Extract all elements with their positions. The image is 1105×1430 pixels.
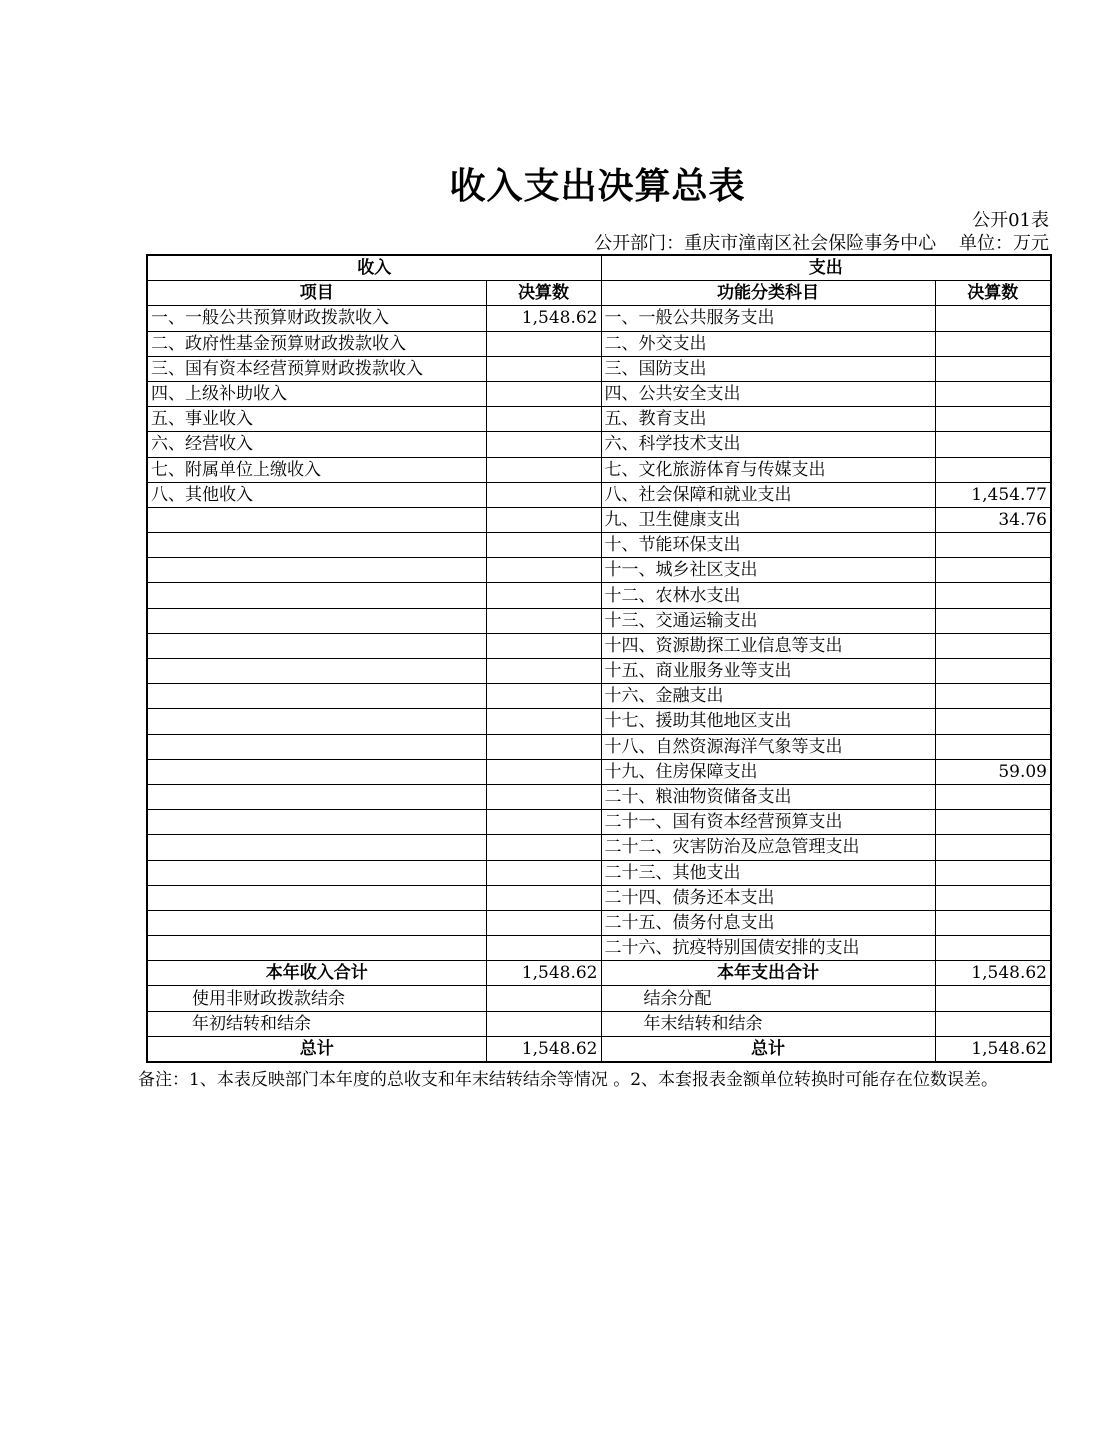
table-row — [147, 709, 1051, 734]
expense-item-cell: 九、卫生健康支出 — [601, 507, 935, 532]
income-item-cell: 五、事业收入 — [147, 407, 486, 432]
table-row — [147, 306, 1051, 331]
income-item-cell — [147, 835, 486, 860]
expense-amount-cell: 34.76 — [935, 507, 1051, 532]
expense-item-cell: 六、科学技术支出 — [601, 432, 935, 457]
expense-item-cell: 七、文化旅游体育与传媒支出 — [601, 457, 935, 482]
income-amount-cell — [486, 885, 601, 910]
budget-summary-table — [146, 254, 1052, 1063]
expense-amount-cell — [935, 885, 1051, 910]
expense-amount-cell — [935, 583, 1051, 608]
expense-item-cell: 五、教育支出 — [601, 407, 935, 432]
expense-item-cell: 二十六、抗疫特别国债安排的支出 — [601, 936, 935, 961]
item-header: 项目 — [147, 281, 486, 306]
income-amount-cell — [486, 684, 601, 709]
expense-amount-cell — [935, 407, 1051, 432]
expense-amount-cell — [935, 810, 1051, 835]
expense-amount-cell — [935, 432, 1051, 457]
grand-income-amount: 1,548.62 — [486, 1036, 601, 1062]
expense-amount-cell: 59.09 — [935, 759, 1051, 784]
income-amount-cell — [486, 331, 601, 356]
expense-item-cell: 四、公共安全支出 — [601, 381, 935, 406]
non-fiscal-amount — [486, 986, 601, 1011]
table-row — [147, 356, 1051, 381]
income-amount-cell — [486, 810, 601, 835]
year-expense-label: 本年支出合计 — [601, 961, 935, 986]
income-amount-cell — [486, 910, 601, 935]
column-header-row — [147, 281, 1051, 306]
expense-amount-cell — [935, 659, 1051, 684]
expense-amount-cell — [935, 306, 1051, 331]
expense-item-cell: 十四、资源勘探工业信息等支出 — [601, 633, 935, 658]
income-amount-cell — [486, 633, 601, 658]
income-item-cell — [147, 709, 486, 734]
table-row — [147, 583, 1051, 608]
category-header: 功能分类科目 — [601, 281, 935, 306]
expense-item-cell: 十九、住房保障支出 — [601, 759, 935, 784]
expense-item-cell: 二十五、债务付息支出 — [601, 910, 935, 935]
carry-row — [147, 1011, 1051, 1036]
begin-carry-amount — [486, 1011, 601, 1036]
non-fiscal-label: 使用非财政拨款结余 — [147, 986, 486, 1011]
income-item-cell — [147, 910, 486, 935]
table-row — [147, 457, 1051, 482]
table-row — [147, 482, 1051, 507]
income-amount-cell — [486, 709, 601, 734]
income-item-cell — [147, 507, 486, 532]
grand-total-row — [147, 1036, 1051, 1062]
income-item-cell: 三、国有资本经营预算财政拨款收入 — [147, 356, 486, 381]
income-amount-cell: 1,548.62 — [486, 306, 601, 331]
table-row — [147, 885, 1051, 910]
table-row — [147, 507, 1051, 532]
begin-carry-label: 年初结转和结余 — [147, 1011, 486, 1036]
expense-amount-cell — [935, 709, 1051, 734]
income-amount-cell — [486, 759, 601, 784]
expense-item-cell: 三、国防支出 — [601, 356, 935, 381]
expense-item-cell: 二十、粮油物资储备支出 — [601, 784, 935, 809]
year-expense-amount: 1,548.62 — [935, 961, 1051, 986]
income-amount-cell — [486, 533, 601, 558]
income-item-cell: 二、政府性基金预算财政拨款收入 — [147, 331, 486, 356]
expense-item-cell: 二、外交支出 — [601, 331, 935, 356]
income-item-cell — [147, 784, 486, 809]
income-amount-cell — [486, 381, 601, 406]
income-amount-cell — [486, 407, 601, 432]
income-item-cell: 八、其他收入 — [147, 482, 486, 507]
table-row — [147, 835, 1051, 860]
table-row — [147, 910, 1051, 935]
expense-amount-cell: 1,454.77 — [935, 482, 1051, 507]
expense-item-cell: 二十四、债务还本支出 — [601, 885, 935, 910]
income-item-cell — [147, 659, 486, 684]
expense-item-cell: 二十二、灾害防治及应急管理支出 — [601, 835, 935, 860]
grand-expense-label: 总计 — [601, 1036, 935, 1062]
non-fiscal-row — [147, 986, 1051, 1011]
income-amount-cell — [486, 860, 601, 885]
table-row — [147, 684, 1051, 709]
expense-amount-cell — [935, 784, 1051, 809]
income-item-cell — [147, 885, 486, 910]
expense-amount-cell — [935, 910, 1051, 935]
income-amount-cell — [486, 432, 601, 457]
income-amount-cell — [486, 784, 601, 809]
expense-item-cell: 十、节能环保支出 — [601, 533, 935, 558]
income-item-cell: 一、一般公共预算财政拨款收入 — [147, 306, 486, 331]
grand-expense-amount: 1,548.62 — [935, 1036, 1051, 1062]
year-total-row — [147, 961, 1051, 986]
expense-amount-cell — [935, 860, 1051, 885]
expense-amount-cell — [935, 533, 1051, 558]
expense-item-cell: 八、社会保障和就业支出 — [601, 482, 935, 507]
income-item-cell — [147, 633, 486, 658]
expense-item-cell: 十六、金融支出 — [601, 684, 935, 709]
expense-amount-cell — [935, 356, 1051, 381]
expense-item-cell: 十七、援助其他地区支出 — [601, 709, 935, 734]
section-header-row — [147, 255, 1051, 281]
expense-amount-cell — [935, 608, 1051, 633]
table-row — [147, 407, 1051, 432]
department-line — [594, 229, 1049, 255]
income-amount-cell — [486, 482, 601, 507]
table-row — [147, 331, 1051, 356]
table-row — [147, 936, 1051, 961]
income-amount-cell — [486, 558, 601, 583]
table-row — [147, 633, 1051, 658]
end-carry-label: 年末结转和结余 — [601, 1011, 935, 1036]
unit-label: 单位：万元 — [959, 233, 1049, 254]
expense-item-cell: 十八、自然资源海洋气象等支出 — [601, 734, 935, 759]
income-amount-cell — [486, 659, 601, 684]
income-item-cell — [147, 759, 486, 784]
expense-amount-cell — [935, 457, 1051, 482]
end-carry-amount — [935, 1011, 1051, 1036]
income-item-cell — [147, 558, 486, 583]
income-item-cell — [147, 608, 486, 633]
expense-item-cell: 十二、农林水支出 — [601, 583, 935, 608]
surplus-dist-amount — [935, 986, 1051, 1011]
table-row — [147, 659, 1051, 684]
income-item-cell — [147, 734, 486, 759]
expense-item-cell: 十三、交通运输支出 — [601, 608, 935, 633]
income-amount-cell — [486, 457, 601, 482]
table-row — [147, 784, 1051, 809]
amount-header: 决算数 — [486, 281, 601, 306]
expense-item-cell: 十五、商业服务业等支出 — [601, 659, 935, 684]
income-item-cell — [147, 810, 486, 835]
table-row — [147, 860, 1051, 885]
income-amount-cell — [486, 583, 601, 608]
footnote: 备注：1、本表反映部门本年度的总收支和年末结转结余等情况 。2、本套报表金额单位转换时可能存在位数误差。 — [138, 1070, 999, 1090]
income-item-cell — [147, 583, 486, 608]
expense-item-cell: 二十一、国有资本经营预算支出 — [601, 810, 935, 835]
table-row — [147, 558, 1051, 583]
table-row — [147, 608, 1051, 633]
income-item-cell — [147, 936, 486, 961]
income-amount-cell — [486, 356, 601, 381]
expense-amount-cell — [935, 936, 1051, 961]
expense-item-cell: 一、一般公共服务支出 — [601, 306, 935, 331]
income-amount-cell — [486, 507, 601, 532]
income-item-cell — [147, 533, 486, 558]
income-item-cell: 四、上级补助收入 — [147, 381, 486, 406]
table-code: 公开01表 — [972, 210, 1049, 231]
table-row — [147, 810, 1051, 835]
expense-section-header: 支出 — [601, 255, 1051, 281]
table-row — [147, 734, 1051, 759]
department-name: 公开部门：重庆市潼南区社会保险事务中心 — [594, 233, 937, 254]
totals-body — [147, 961, 1051, 1062]
income-amount-cell — [486, 936, 601, 961]
expense-amount-cell — [935, 381, 1051, 406]
surplus-dist-label: 结余分配 — [601, 986, 935, 1011]
year-income-amount: 1,548.62 — [486, 961, 601, 986]
expense-amount-cell — [935, 558, 1051, 583]
table-row — [147, 432, 1051, 457]
income-amount-cell — [486, 608, 601, 633]
table-row — [147, 533, 1051, 558]
income-amount-cell — [486, 835, 601, 860]
year-income-label: 本年收入合计 — [147, 961, 486, 986]
income-item-cell: 七、附属单位上缴收入 — [147, 457, 486, 482]
expense-amount-cell — [935, 633, 1051, 658]
income-section-header: 收入 — [147, 255, 601, 281]
income-item-cell: 六、经营收入 — [147, 432, 486, 457]
expense-amount-cell — [935, 331, 1051, 356]
table-row — [147, 759, 1051, 784]
expense-item-cell: 二十三、其他支出 — [601, 860, 935, 885]
income-item-cell — [147, 684, 486, 709]
expense-amount-cell — [935, 734, 1051, 759]
expense-item-cell: 十一、城乡社区支出 — [601, 558, 935, 583]
income-amount-cell — [486, 734, 601, 759]
income-item-cell — [147, 860, 486, 885]
amount2-header: 决算数 — [935, 281, 1051, 306]
table-row — [147, 381, 1051, 406]
page-title: 收入支出决算总表 — [449, 166, 746, 207]
expense-amount-cell — [935, 835, 1051, 860]
grand-income-label: 总计 — [147, 1036, 486, 1062]
table-body — [147, 306, 1051, 961]
expense-amount-cell — [935, 684, 1051, 709]
